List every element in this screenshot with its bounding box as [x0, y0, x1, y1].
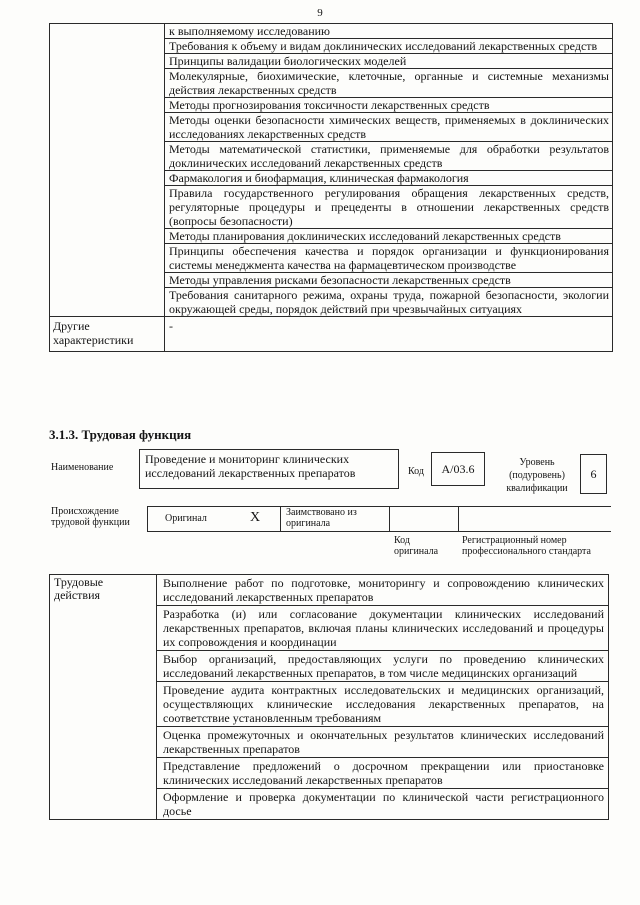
code-label: Код — [408, 466, 424, 477]
origin-divider — [458, 506, 459, 532]
knowledge-label-cell — [50, 24, 165, 317]
table-row — [50, 317, 613, 352]
labor-actions-label: Трудовые действия — [50, 575, 157, 820]
table-row — [50, 575, 609, 606]
labor-action-item: Оценка промежуточных и окончательных результатов клинических исследований лекарственных препаратов — [157, 727, 609, 758]
knowledge-item: Фармакология и биофармация, клиническая фармакология — [165, 171, 613, 186]
original-mark: X — [250, 510, 261, 525]
labor-action-item: Выполнение работ по подготовке, мониторингу и сопровождению клинических исследований лекарственных препаратов — [157, 575, 609, 606]
origin-divider — [389, 506, 390, 532]
labor-actions-table — [49, 574, 609, 820]
labor-action-item: Проведение аудита контрактных исследовательских и медицинских организаций, осуществляющих клинические исследования лекарственных препаратов, на соответствие установленным требованиям — [157, 682, 609, 727]
borrowed-label: Заимствовано из оригинала — [286, 507, 357, 529]
knowledge-item: Методы планирования доклинических исследований лекарственных средств — [165, 229, 613, 244]
knowledge-table — [49, 23, 613, 352]
page-number: 9 — [317, 7, 323, 19]
knowledge-item: Правила государственного регулирования обращения лекарственных средств, регуляторные процедуры и прецеденты в отношении лекарственных средств (вопросы безопасности) — [165, 186, 613, 229]
labor-action-item: Оформление и проверка документации по клинической части регистрационного досье — [157, 789, 609, 820]
original-label: Оригинал — [165, 513, 207, 524]
reg-caption: Регистрационный номер профессионального стандарта — [462, 535, 591, 557]
other-characteristics-label: Другие характеристики — [50, 317, 165, 352]
function-name-box: Проведение и мониторинг клинических исследований лекарственных препаратов — [139, 449, 399, 489]
function-code-box: A/03.6 — [431, 452, 485, 486]
origin-divider — [280, 506, 281, 532]
knowledge-item: Принципы обеспечения качества и порядок организации и функционирования системы менеджмента качества на фармацевтическом производстве — [165, 244, 613, 273]
knowledge-item: Методы прогнозирования токсичности лекарственных средств — [165, 98, 613, 113]
knowledge-item: Методы математической статистики, применяемые для обработки результатов доклинических исследований лекарственных средств — [165, 142, 613, 171]
table-row — [50, 24, 613, 39]
code-caption: Код оригинала — [394, 535, 439, 557]
knowledge-item: Методы управления рисками безопасности лекарственных средств — [165, 273, 613, 288]
level-label: Уровень (подуровень) квалификации — [506, 457, 568, 494]
section-title: 3.1.3. Трудовая функция — [49, 427, 192, 442]
knowledge-item: Принципы валидации биологических моделей — [165, 54, 613, 69]
knowledge-item: Требования санитарного режима, охраны труда, пожарной безопасности, экологии окружающей среды, порядок действий при чрезвычайных ситуациях — [165, 288, 613, 317]
knowledge-item: Методы оценки безопасности химических веществ, применяемых в доклинических исследованиях лекарственных средств — [165, 113, 613, 142]
knowledge-item: Требования к объему и видам доклинических исследований лекарственных средств — [165, 39, 613, 54]
origin-label: Происхождение трудовой функции — [51, 506, 130, 528]
labor-action-item: Представление предложений о досрочном прекращении или приостановке клинических исследований лекарственных препаратов — [157, 758, 609, 789]
labor-action-item: Разработка (и) или согласование документации клинических исследований лекарственных препаратов, включая планы клинических исследований и процедуры их сопровождения и координации — [157, 606, 609, 651]
name-label: Наименование — [51, 462, 114, 473]
labor-action-item: Выбор организаций, предоставляющих услуги по проведению клинических исследований лекарственных препаратов, в том числе медицинских организаций — [157, 651, 609, 682]
level-value-box: 6 — [580, 454, 607, 494]
other-characteristics-value: - — [165, 317, 613, 352]
knowledge-item: к выполняемому исследованию — [165, 24, 613, 39]
knowledge-item: Молекулярные, биохимические, клеточные, органные и системные механизмы действия лекарственных средств — [165, 69, 613, 98]
